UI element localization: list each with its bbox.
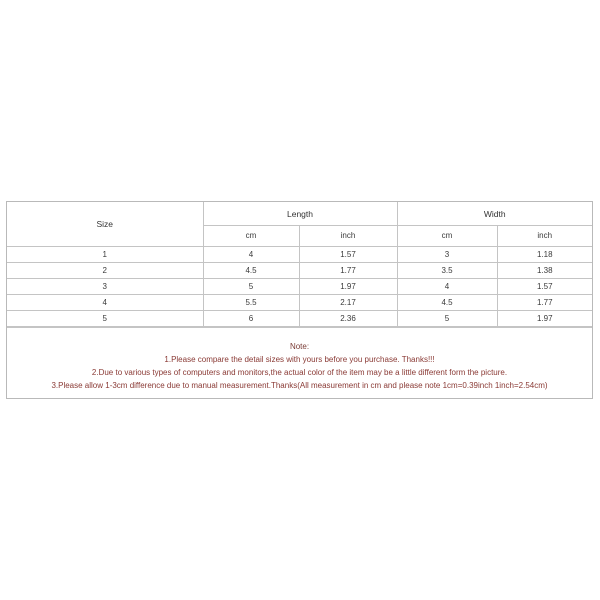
table-row	[7, 263, 592, 279]
length-cm-cell: 5	[203, 279, 299, 295]
length-cm-cell: 6	[203, 311, 299, 327]
size-cell: 3	[7, 279, 203, 295]
width-cm-cell: 3.5	[397, 263, 497, 279]
note-line: 1.Please compare the detail sizes with yours before you purchase. Thanks!!!	[164, 355, 435, 364]
length-inch-cell: 1.77	[299, 263, 397, 279]
size-table	[7, 202, 592, 327]
width-cm-cell: 4	[397, 279, 497, 295]
length-inch-header: inch	[299, 226, 397, 247]
width-cm-cell: 3	[397, 247, 497, 263]
note-line: 3.Please allow 1-3cm difference due to manual measurement.Thanks(All measurement in cm and please note 1cm=0.39inch 1inch=2.54cm)	[51, 381, 548, 390]
size-cell: 5	[7, 311, 203, 327]
width-inch-cell: 1.38	[497, 263, 592, 279]
size-cell: 1	[7, 247, 203, 263]
length-inch-cell: 2.17	[299, 295, 397, 311]
notes-section	[7, 327, 592, 398]
width-inch-cell: 1.18	[497, 247, 592, 263]
length-cm-header: cm	[203, 226, 299, 247]
width-cm-cell: 5	[397, 311, 497, 327]
width-inch-cell: 1.57	[497, 279, 592, 295]
length-inch-cell: 2.36	[299, 311, 397, 327]
size-chart	[6, 201, 593, 399]
length-group-header: Length	[203, 202, 397, 226]
size-column-header: Size	[7, 202, 203, 247]
length-inch-cell: 1.97	[299, 279, 397, 295]
width-inch-cell: 1.97	[497, 311, 592, 327]
table-row	[7, 311, 592, 327]
table-row	[7, 247, 592, 263]
length-inch-cell: 1.57	[299, 247, 397, 263]
length-cm-cell: 4	[203, 247, 299, 263]
note-title: Note:	[289, 342, 310, 351]
length-cm-cell: 4.5	[203, 263, 299, 279]
table-group-header-row	[7, 202, 592, 226]
table-row	[7, 295, 592, 311]
width-cm-header: cm	[397, 226, 497, 247]
width-group-header: Width	[397, 202, 592, 226]
size-cell: 2	[7, 263, 203, 279]
table-row	[7, 279, 592, 295]
width-cm-cell: 4.5	[397, 295, 497, 311]
width-inch-header: inch	[497, 226, 592, 247]
width-inch-cell: 1.77	[497, 295, 592, 311]
length-cm-cell: 5.5	[203, 295, 299, 311]
size-cell: 4	[7, 295, 203, 311]
note-line: 2.Due to various types of computers and monitors,the actual color of the item may be a little different form the picture.	[91, 368, 508, 377]
